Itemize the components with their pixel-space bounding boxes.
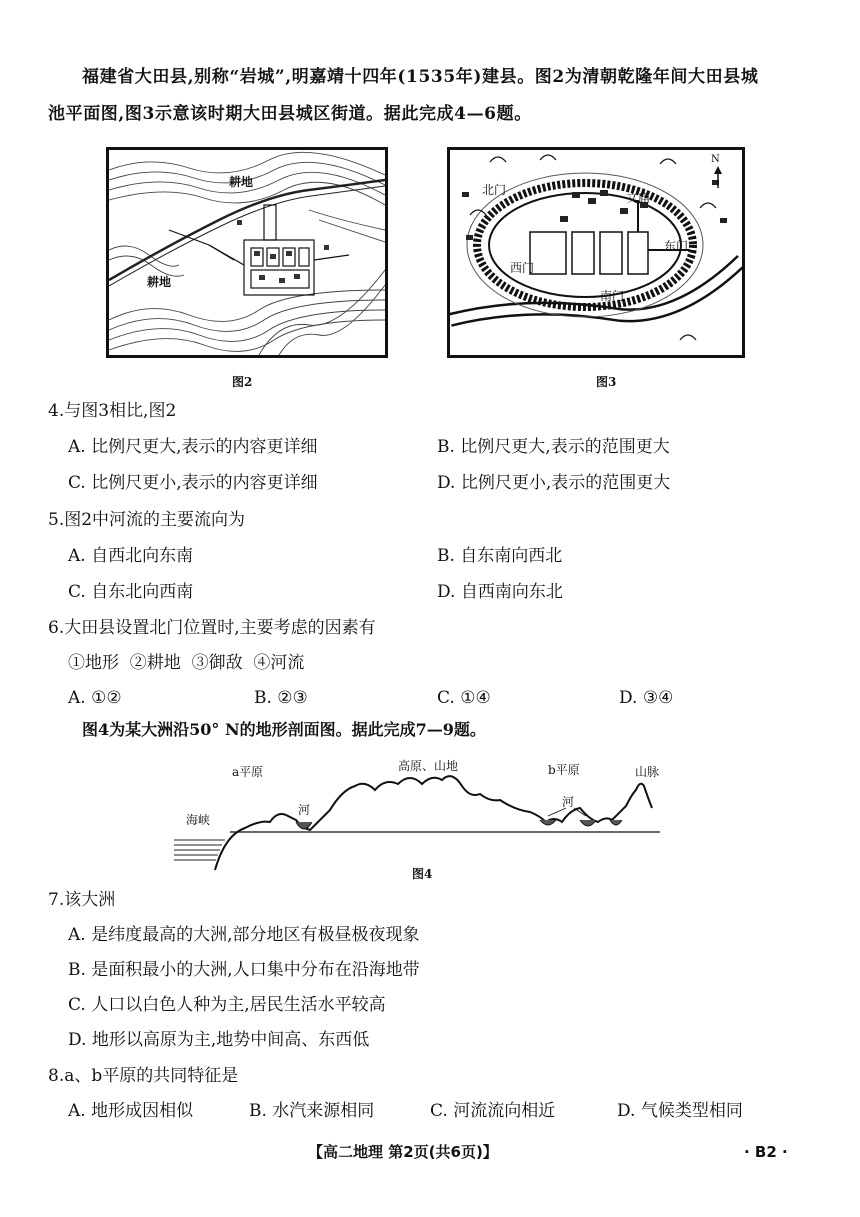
q7-option-a: A. 是纬度最高的大洲,部分地区有极昼极夜现象 [68,925,420,945]
q5-stem: 5.图2中河流的主要流向为 [48,510,246,530]
q4-option-a: A. 比例尺更大,表示的内容更详细 [68,437,318,457]
q5-option-c: C. 自东北向西南 [68,582,194,602]
intro-line-1: 福建省大田县,别称“岩城”,明嘉靖十四年(1535年)建县。图2为清朝乾隆年间大田县城 [82,67,759,87]
fig2-label-farmland-top: 耕地 [229,175,254,189]
q6-stem: 6.大田县设置北门位置时,主要考虑的因素有 [48,618,376,638]
q5-option-d: D. 自西南向东北 [437,582,563,602]
q6-option-c: C. ①④ [437,688,491,708]
fig4-label-mountain-range: 山脉 [635,765,660,779]
figure-4-profile [170,750,670,872]
q7-option-d: D. 地形以高原为主,地势中间高、东西低 [68,1030,370,1050]
intro-line-2: 池平面图,图3示意该时期大田县城区街道。据此完成4—6题。 [48,104,532,124]
q4-option-c: C. 比例尺更小,表示的内容更详细 [68,473,318,493]
q4-stem: 4.与图3相比,图2 [48,401,177,421]
q8-option-d: D. 气候类型相同 [617,1101,743,1121]
q8-option-c: C. 河流流向相近 [430,1101,556,1121]
figure-2-caption: 图2 [232,375,253,389]
q7-stem: 7.该大洲 [48,890,116,910]
q7-option-b: B. 是面积最小的大洲,人口集中分布在沿海地带 [68,960,420,980]
q6-factors: ①地形 ②耕地 ③御敌 ④河流 [68,653,305,673]
fig4-label-a-plain: a平原 [232,765,264,779]
q8-stem: 8.a、b平原的共同特征是 [48,1066,239,1086]
fig3-north-label: N [711,154,720,165]
fig4-label-river-1: 河 [298,803,311,817]
q4-option-d: D. 比例尺更小,表示的范围更大 [437,473,671,493]
q8-option-b: B. 水汽来源相同 [249,1101,375,1121]
fig3-label-temple: 文庙 [626,191,651,205]
q5-option-b: B. 自东南向西北 [437,546,563,566]
page-footer: 【高二地理 第2页(共6页)】 [308,1143,498,1161]
fig3-label-east-gate: 东门 [664,239,689,253]
fig4-label-strait: 海峡 [186,813,211,827]
figure-2-map [106,147,388,358]
fig3-label-west-gate: 西门 [510,261,535,275]
fig4-label-plateau-mountains: 高原、山地 [398,759,459,773]
fig4-label-b-plain: b平原 [548,763,580,777]
fig2-label-farmland-left: 耕地 [147,275,172,289]
intro-2: 图4为某大洲沿50° N的地形剖面图。据此完成7—9题。 [82,720,486,739]
q8-option-a: A. 地形成因相似 [68,1101,194,1121]
q7-option-c: C. 人口以白色人种为主,居民生活水平较高 [68,995,386,1015]
fig4-label-river-2: 河 [562,795,575,809]
q4-option-b: B. 比例尺更大,表示的范围更大 [437,437,670,457]
q5-option-a: A. 自西北向东南 [68,546,194,566]
figure-4-caption: 图4 [412,867,433,881]
q6-option-b: B. ②③ [254,688,308,708]
q6-option-a: A. ①② [68,688,122,708]
fig3-label-north-gate: 北门 [482,183,507,197]
figure-3-caption: 图3 [596,375,617,389]
fig3-label-south-gate: 南门 [600,289,625,303]
page-code: · B2 · [744,1143,788,1161]
q6-option-d: D. ③④ [619,688,674,708]
figure-3-map [447,147,745,358]
